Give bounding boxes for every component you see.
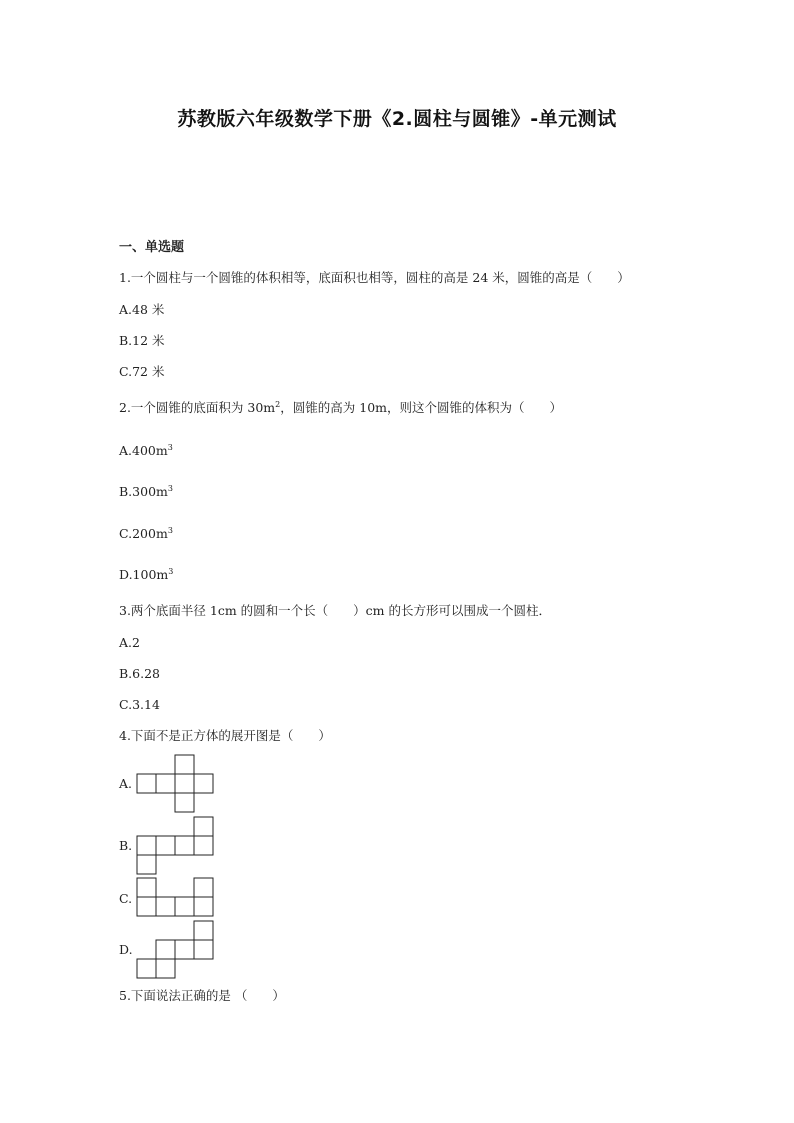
net-square (175, 836, 194, 855)
net-square (156, 774, 175, 793)
net-square (156, 897, 175, 916)
net-square (137, 774, 156, 793)
question-4-option-a-label[interactable]: A. (119, 776, 133, 791)
question-1-stem: 1.一个圆柱与一个圆锥的体积相等，底面积也相等，圆柱的高是 24 米，圆锥的高是（ ） (119, 270, 630, 285)
option-text: D.100m (119, 567, 169, 582)
question-4-stem: 4.下面不是正方体的展开图是（ ） (119, 728, 331, 743)
option-superscript: 3 (167, 442, 173, 452)
net-square (137, 836, 156, 855)
net-square (175, 897, 194, 916)
net-square (194, 940, 213, 959)
question-2-option-b[interactable] (119, 484, 173, 500)
option-superscript: 3 (168, 566, 174, 576)
question-2-option-d[interactable] (119, 567, 173, 583)
question-1-option-c[interactable]: C.72 米 (119, 364, 165, 379)
question-1-option-b[interactable]: B.12 米 (119, 333, 165, 348)
question-3-option-c[interactable]: C.3.14 (119, 697, 160, 712)
net-square (175, 755, 194, 774)
net-square (137, 878, 156, 897)
question-3-option-a[interactable]: A.2 (119, 635, 140, 650)
option-text: A.400m (119, 443, 168, 458)
net-square (194, 921, 213, 940)
net-square (194, 897, 213, 916)
question-4-option-d-label[interactable]: D. (119, 942, 133, 957)
net-square (156, 959, 175, 978)
question-4-option-d-net[interactable] (136, 920, 216, 980)
question-4-option-b-label[interactable]: B. (119, 838, 133, 853)
net-square (175, 940, 194, 959)
net-square (137, 959, 156, 978)
option-text: B.300m (119, 484, 168, 499)
section-heading: 一、单选题 (119, 240, 185, 255)
option-text: C.200m (119, 526, 168, 541)
option-superscript: 3 (167, 525, 173, 535)
question-5-stem: 5.下面说法正确的是 （ ） (119, 988, 285, 1003)
question-4-option-b-net[interactable] (136, 816, 216, 876)
net-square (156, 940, 175, 959)
question-2-option-a[interactable] (119, 443, 173, 459)
net-square (194, 774, 213, 793)
question-4-option-c-net[interactable] (136, 877, 216, 919)
question-2-stem-part2: ，圆锥的高为 10m，则这个圆锥的体积为（ ） (280, 400, 562, 415)
net-square (175, 774, 194, 793)
question-3-option-b[interactable]: B.6.28 (119, 666, 160, 681)
net-square (194, 817, 213, 836)
question-4-option-c-label[interactable]: C. (119, 891, 133, 906)
net-square (194, 878, 213, 897)
question-2-stem-superscript: 2 (275, 399, 281, 409)
question-2-stem (119, 400, 562, 416)
net-square (194, 836, 213, 855)
net-square (137, 897, 156, 916)
net-square (175, 793, 194, 812)
question-2-option-c[interactable] (119, 526, 173, 542)
question-2-stem-part1: 2.一个圆锥的底面积为 30m (119, 400, 276, 415)
net-square (156, 836, 175, 855)
question-4-option-a-net[interactable] (136, 754, 216, 814)
page-title: 苏教版六年级数学下册《2.圆柱与圆锥》-单元测试 (177, 108, 617, 130)
question-1-option-a[interactable]: A.48 米 (119, 302, 165, 317)
question-3-stem: 3.两个底面半径 1cm 的圆和一个长（ ）cm 的长方形可以围成一个圆柱． (119, 603, 552, 618)
net-square (137, 855, 156, 874)
option-superscript: 3 (167, 483, 173, 493)
